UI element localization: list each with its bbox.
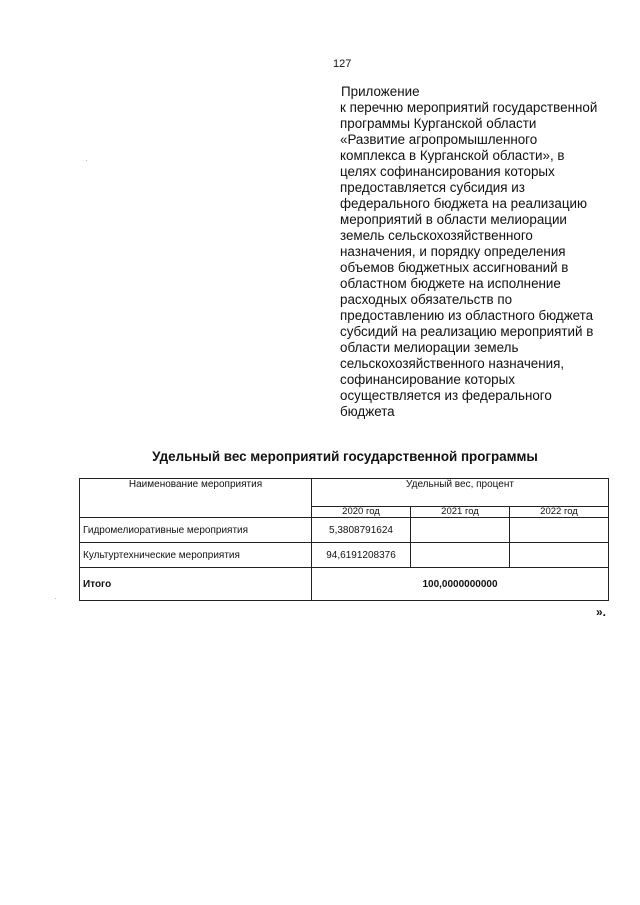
appendix-line: к перечню мероприятий государственной bbox=[340, 100, 598, 115]
appendix-line: субсидий на реализацию мероприятий в bbox=[340, 324, 594, 339]
appendix-line: назначения, и порядку определения bbox=[340, 244, 566, 259]
column-header-year: 2020 год bbox=[312, 507, 411, 518]
row-name: Гидромелиоративные мероприятия bbox=[80, 518, 312, 543]
table-row bbox=[80, 518, 609, 543]
closing-mark: ». bbox=[596, 605, 607, 619]
table-row bbox=[80, 543, 609, 568]
table-total-row bbox=[80, 568, 609, 601]
appendix-line: мероприятий в области мелиорации bbox=[340, 212, 567, 227]
row-value-2022 bbox=[510, 543, 609, 568]
column-header-year: 2021 год bbox=[411, 507, 510, 518]
appendix-heading: Приложение bbox=[341, 84, 420, 99]
scan-speck bbox=[86, 160, 87, 161]
row-value-2020: 94,6191208376 bbox=[312, 543, 411, 568]
appendix-line: комплекса в Курганской области», в bbox=[340, 148, 565, 163]
row-value-2021 bbox=[411, 543, 510, 568]
share-table bbox=[79, 478, 609, 601]
appendix-line: федерального бюджета на реализацию bbox=[340, 196, 588, 211]
appendix-line: предоставлению из областного бюджета bbox=[340, 308, 594, 323]
appendix-line: бюджета bbox=[340, 404, 395, 419]
appendix-line: областном бюджете на исполнение bbox=[340, 276, 561, 291]
appendix-line: осуществляется из федерального bbox=[340, 388, 552, 403]
appendix-line: земель сельскохозяйственного bbox=[340, 228, 533, 243]
column-header-name: Наименование мероприятия bbox=[80, 479, 312, 518]
appendix-line: софинансирование которых bbox=[340, 372, 515, 387]
row-value-2022 bbox=[510, 518, 609, 543]
appendix-line: предоставляется субсидия из bbox=[340, 180, 525, 195]
scan-speck bbox=[55, 598, 56, 599]
column-header-year: 2022 год bbox=[510, 507, 609, 518]
appendix-block bbox=[340, 84, 620, 420]
row-value-2021 bbox=[411, 518, 510, 543]
total-value: 100,0000000000 bbox=[312, 568, 609, 601]
page-number: 127 bbox=[333, 58, 352, 70]
table-header-row bbox=[80, 479, 609, 507]
appendix-line: «Развитие агропромышленного bbox=[340, 132, 538, 147]
row-value-2020: 5,3808791624 bbox=[312, 518, 411, 543]
appendix-line: расходных обязательств по bbox=[340, 292, 513, 307]
total-label: Итого bbox=[80, 568, 312, 601]
appendix-line: целях софинансирования которых bbox=[340, 164, 555, 179]
appendix-line: программы Курганской области bbox=[340, 116, 537, 131]
appendix-line: сельскохозяйственного назначения, bbox=[340, 356, 565, 371]
table-title: Удельный вес мероприятий государственной программы bbox=[152, 449, 538, 464]
appendix-line: объемов бюджетных ассигнований в bbox=[340, 260, 569, 275]
column-header-share: Удельный вес, процент bbox=[312, 479, 609, 507]
row-name: Культуртехнические мероприятия bbox=[80, 543, 312, 568]
appendix-line: области мелиорации земель bbox=[340, 340, 519, 355]
